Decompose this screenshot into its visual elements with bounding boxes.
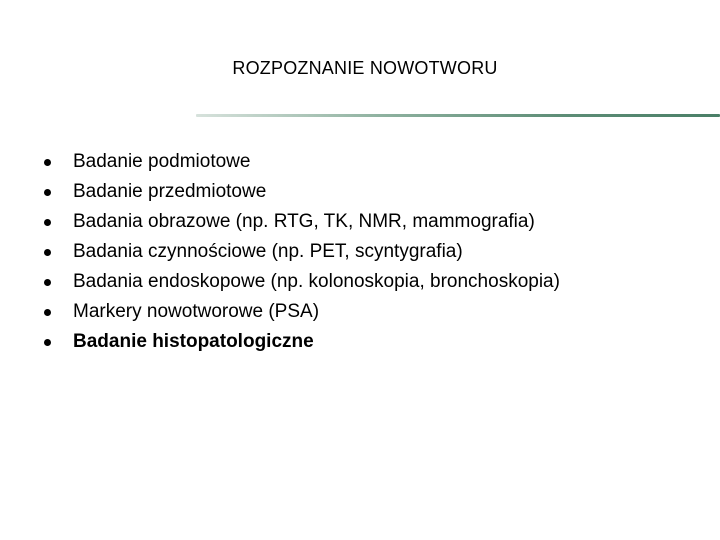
bullet-icon bbox=[44, 309, 51, 316]
bullet-icon bbox=[44, 189, 51, 196]
bullet-icon bbox=[44, 219, 51, 226]
bullet-text: Badanie podmiotowe bbox=[73, 151, 251, 172]
list-item bbox=[44, 207, 560, 237]
bullet-text: Badania czynnościowe (np. PET, scyntygrafia) bbox=[73, 241, 463, 262]
bullet-text: Badania obrazowe (np. RTG, TK, NMR, mammografia) bbox=[73, 211, 535, 232]
list-item bbox=[44, 177, 560, 207]
bullet-text: Badania endoskopowe (np. kolonoskopia, bronchoskopia) bbox=[73, 271, 560, 292]
slide-title: ROZPOZNANIE NOWOTWORU bbox=[232, 58, 498, 78]
list-item bbox=[44, 267, 560, 297]
bullet-text: Markery nowotworowe (PSA) bbox=[73, 301, 320, 322]
list-item bbox=[44, 297, 560, 327]
bullet-list bbox=[44, 147, 560, 357]
bullet-icon bbox=[44, 159, 51, 166]
bullet-icon bbox=[44, 249, 51, 256]
list-item bbox=[44, 327, 560, 357]
bullet-icon bbox=[44, 279, 51, 286]
list-item bbox=[44, 237, 560, 267]
list-item bbox=[44, 147, 560, 177]
bullet-text: Badanie przedmiotowe bbox=[73, 181, 267, 202]
bullet-icon bbox=[44, 339, 51, 346]
bullet-text-emphasized: Badanie histopatologiczne bbox=[73, 331, 314, 352]
title-divider bbox=[196, 114, 720, 117]
